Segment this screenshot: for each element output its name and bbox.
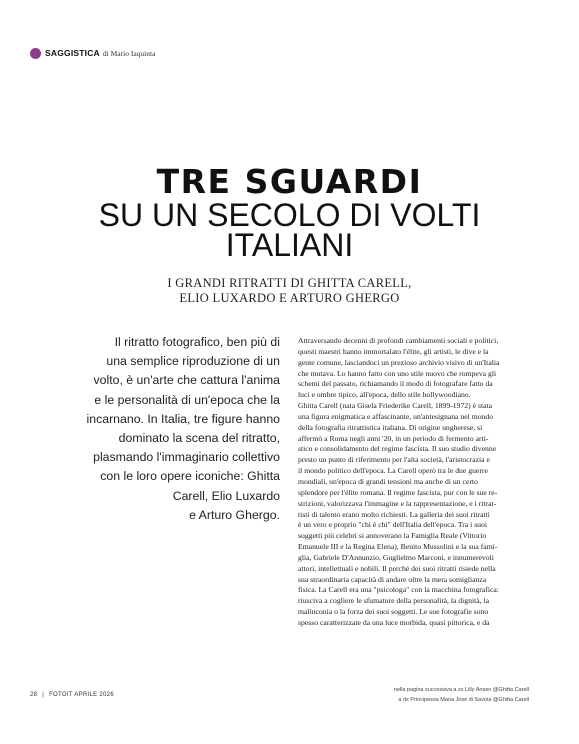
- lead-line: incarnano. In Italia, tre figure hanno: [86, 411, 280, 426]
- body-line: malinconia o la forza dei suoi soggetti. Le sue fotografie sono: [298, 607, 489, 617]
- page-number: 28: [30, 692, 38, 698]
- subtitle-line: I GRANDI RITRATTI DI GHITTA CARELL,: [167, 276, 412, 290]
- article-subtitle: [0, 276, 579, 306]
- body-line: della fotografia ritrattistica italiana. Di origine ungherese, si: [298, 422, 483, 432]
- body-line: glia, Gabriele D'Annunzio, Guglielmo Marconi, e innumerevoli: [298, 552, 494, 562]
- body-line: una figura enigmatica e affascinante, un'antesignana nel mondo: [298, 411, 494, 421]
- article-title: [0, 162, 579, 263]
- photo-credits: [394, 685, 529, 705]
- body-line: spesso caratterizzate da una luce morbida, quasi pittorica, e da: [298, 617, 490, 627]
- lead-paragraph: [62, 333, 280, 525]
- body-line: Attraversando decenni di profondi cambiamenti sociali e politici,: [298, 336, 499, 345]
- lead-line: dominato la scena del ritratto,: [118, 431, 280, 446]
- lead-line: plasmando l'immaginario collettivo: [93, 450, 280, 465]
- section-dot-icon: [30, 48, 41, 59]
- body-line: che mutava. Lo hanno fatto con uno stile nuovo che rompeva gli: [298, 368, 497, 378]
- lead-line: volto, è un'arte che cattura l'anima: [93, 373, 280, 388]
- body-line: stico e consolidamento del regime fascista. Il suo studio divenne: [298, 444, 497, 454]
- body-line: schemi del passato, richiamando il modo di fotografare fatto da: [298, 379, 493, 389]
- section-tag: [30, 45, 155, 61]
- section-label: SAGGISTICA: [45, 48, 100, 58]
- body-line: fisica. La Carell era una "psicologa" con la macchina fotografica:: [298, 585, 499, 595]
- body-line: riusciva a cogliere le sfumature della personalità, la dignità, la: [298, 596, 490, 606]
- folio-separator: |: [42, 692, 45, 698]
- body-line: luci e ombre tipico, all'epoca, dello stile hollywoodiano.: [298, 390, 471, 400]
- body-line: Ghitta Carell (nata Gisela Friederike Carell, 1899-1972) è stata: [298, 401, 493, 411]
- body-line: splendore per l'élite romana. Il regime fascista, pur con le sue re-: [298, 487, 498, 497]
- subtitle-line: ELIO LUXARDO E ARTURO GHERGO: [179, 291, 400, 305]
- body-line: strizioni, valorizzava l'immagine e la rappresentazione, e i ritrat-: [298, 498, 497, 508]
- credit-line: nella pagina successiva a sx Lilly Ansen @Ghitta Carell: [393, 687, 529, 693]
- body-line: Emanuele III e la Regina Elena), Benito Mussolini e la sua fami-: [298, 542, 498, 552]
- page-folio: [30, 692, 114, 698]
- body-line: sua straordinaria capacità di andare oltre la mera somiglianza: [298, 574, 487, 584]
- lead-line: Il ritratto fotografico, ben più di: [114, 335, 280, 349]
- body-line: soggetti più celebri si annoverano la Famiglia Reale (Vittorio: [298, 531, 487, 541]
- body-line: tisti di talento erano molto richiesti. La galleria dei suoi ritratti: [298, 509, 490, 519]
- body-line: presto un punto di riferimento per l'alta società, l'aristocrazia e: [298, 455, 490, 465]
- magazine-issue: FOTOIT APRILE 2026: [49, 692, 114, 698]
- article-author: di Mario Iaquinta: [102, 48, 156, 58]
- body-line: attori, intellettuali e nobili. Il perché dei suoi ritratti risiede nella: [298, 563, 496, 573]
- body-line: mondiali, un'epoca di grandi tensioni ma anche di un certo: [298, 476, 478, 486]
- lead-line: e Arturo Ghergo.: [189, 507, 280, 522]
- title-secondary: SU UN SECOLO DI VOLTI ITALIANI: [98, 197, 481, 263]
- body-line: questi maestri hanno immortalato l'élite, gli artisti, le dive e la: [298, 346, 489, 356]
- body-line: è un vero e proprio "chi è chi" dell'Italia dell'epoca. Tra i suoi: [298, 520, 488, 530]
- body-line: gente comune, lasciandoci un prezioso archivio visivo di un'Italia: [298, 357, 500, 367]
- body-line: affermò a Roma negli anni '20, in un periodo di fermento arti-: [298, 433, 489, 443]
- lead-line: una semplice riproduzione di un: [106, 354, 280, 369]
- lead-line: con le loro opere iconiche: Ghitta: [100, 469, 280, 484]
- lead-line: Carell, Elio Luxardo: [172, 488, 280, 503]
- body-text-column: [298, 336, 530, 629]
- title-main: TRE SGUARDI: [156, 162, 423, 201]
- lead-line: e le personalità di un'epoca che la: [94, 392, 280, 407]
- credit-line: a dx Principessa Maria José di Savoia @Ghitta Carell: [398, 697, 529, 703]
- body-line: il mondo politico dell'epoca. La Carell operò tra le due guerre: [298, 466, 488, 476]
